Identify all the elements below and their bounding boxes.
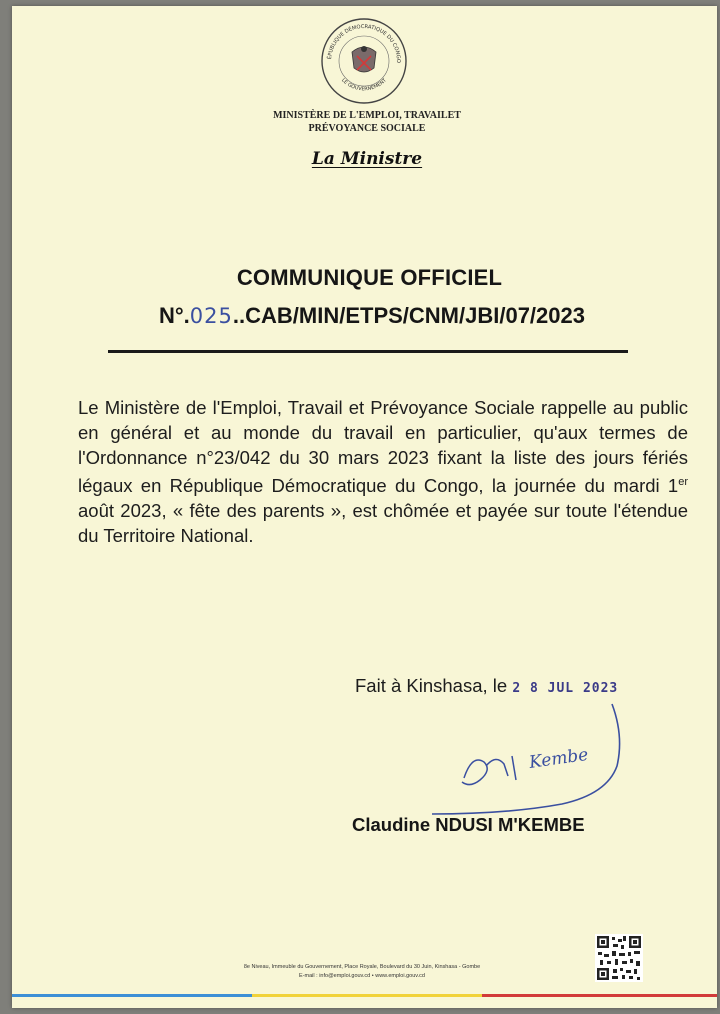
document-title: COMMUNIQUE OFFICIEL (236, 265, 503, 290)
qr-code-icon (595, 934, 643, 982)
footer-contact: E-mail : info@emploi.gouv.cd • www.emploi.gouv.cd (299, 973, 425, 979)
document-page (12, 6, 717, 1008)
footer-band-red (482, 994, 717, 997)
footer-address: 8e Niveau, Immeuble du Gouvernement, Place Royale, Boulevard du 30 Juin, Kinshasa - Gombe (243, 964, 481, 970)
footer-band-blue (12, 994, 252, 997)
body-superscript: er (678, 476, 688, 488)
office-title: La Ministre (311, 149, 423, 169)
document-number (107, 303, 637, 329)
body-text-part2: août 2023, « fête des parents », est chômée et payée sur toute l'étendue du Territoire National. (78, 500, 688, 547)
body-text-part1: Le Ministère de l'Emploi, Travail et Prévoyance Sociale rappelle au public en général et au monde du travail en particulier, qu'aux termes de l'Ordonnance n°23/042 du 30 mars 2023 fixant la liste des jours fériés légaux en République Démocratique du Congo, la journée du mardi 1 (78, 397, 688, 497)
ministry-name-line2: PRÉVOYANCE SOCIALE (308, 123, 426, 134)
signer-name: Claudine NDUSI M'KEMBE (352, 814, 585, 835)
place-and-date (355, 675, 675, 697)
seal-bottom-text: LE GOUVERNEMENT (340, 77, 388, 93)
ministry-name-line1: MINISTÈRE DE L'EMPLOI, TRAVAILET (273, 110, 461, 121)
seal-top-text: ÉPUBLIQUE DÉMOCRATIQUE DU CONGO (327, 23, 402, 63)
communique-body (78, 395, 688, 548)
handwritten-signature (412, 696, 662, 816)
document-number-handwritten: 025 (189, 304, 233, 328)
document-number-suffix: ..CAB/MIN/ETPS/CNM/JBI/07/2023 (232, 303, 585, 328)
place-text: Fait à Kinshasa, le (355, 675, 508, 696)
footer-band-yellow (252, 994, 482, 997)
government-seal-icon (319, 16, 409, 106)
signature-text: Kembe (527, 744, 590, 773)
stamp-date: 2 8 JUL 2023 (512, 681, 619, 696)
title-divider (108, 350, 628, 353)
document-number-prefix: N°. (158, 303, 190, 328)
